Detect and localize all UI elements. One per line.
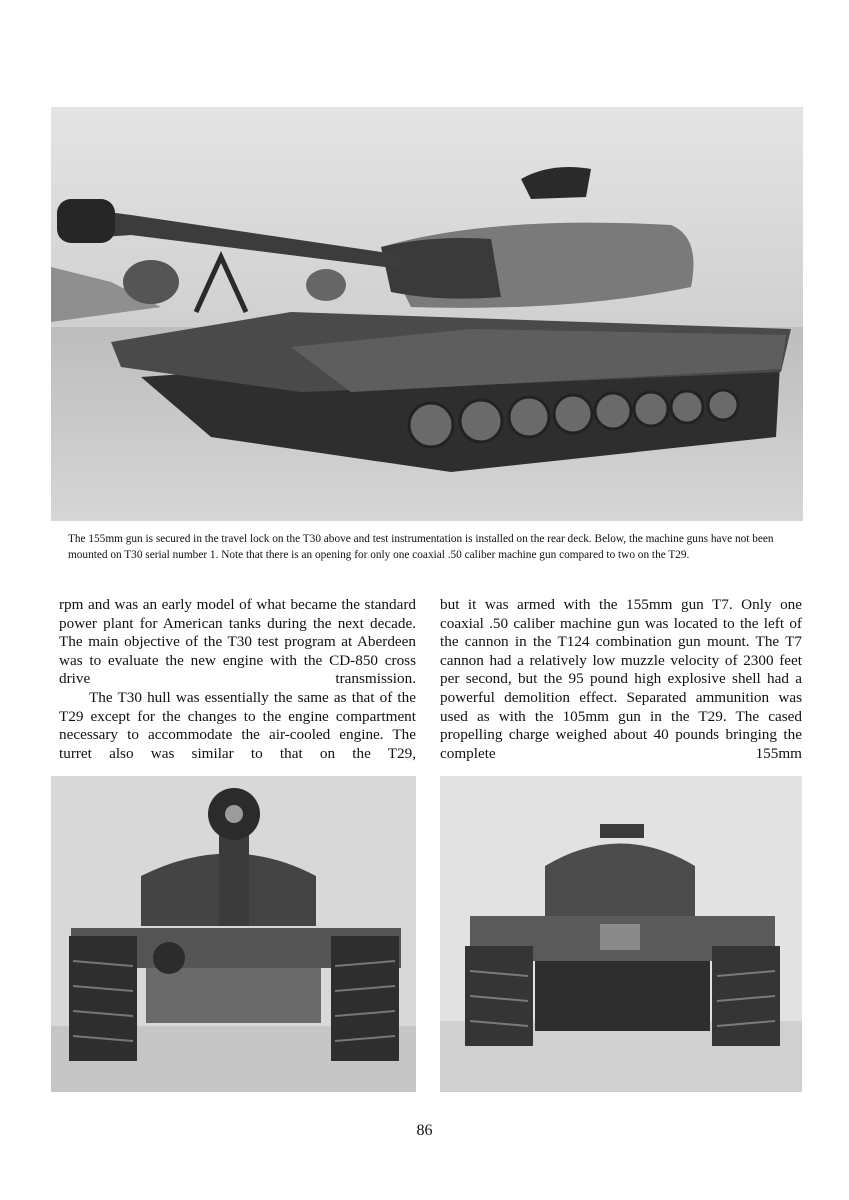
photo-t30-rear-view (440, 776, 802, 1092)
photo-t30-front-view (51, 776, 416, 1092)
text-column-left (59, 596, 416, 763)
text-column-right (440, 596, 802, 763)
tank-front-illustration (51, 776, 416, 1092)
tank-side-illustration (51, 107, 803, 521)
paragraph: The T30 hull was essentially the same as that of the T29 except for the changes to the engine compartment necessary to accommodate the air-cooled engine. The turret also was similar to that on the T29, (59, 688, 416, 762)
photo-t30-side-view (51, 107, 803, 521)
page-number: 86 (416, 1122, 433, 1139)
tank-rear-illustration (440, 776, 802, 1092)
paragraph: but it was armed with the 155mm gun T7. Only one coaxial .50 caliber machine gun was located to the left of the cannon in the T124 combination gun mount. The T7 cannon had a relatively low muzzle velocity of 2300 feet per second, but the 95 pound high explosive shell had a powerful demolition effect. Separated ammunition was used as with the 105mm gun in the T29. The cased propelling charge weighed about 40 pounds bringing the complete 155mm (440, 596, 802, 762)
photo-caption: The 155mm gun is secured in the travel lock on the T30 above and test instrumentation is installed on the rear deck. Below, the machine guns have not been mounted on T30 serial number 1. Note that there is an opening for only one coaxial .50 caliber machine gun compared to two on the T29. (68, 533, 774, 561)
paragraph: rpm and was an early model of what became the standard power plant for American tanks during the next decade. The main objective of the T30 test program at Aberdeen was to evaluate the new engine with the CD-850 cross drive transmission. (59, 596, 416, 688)
